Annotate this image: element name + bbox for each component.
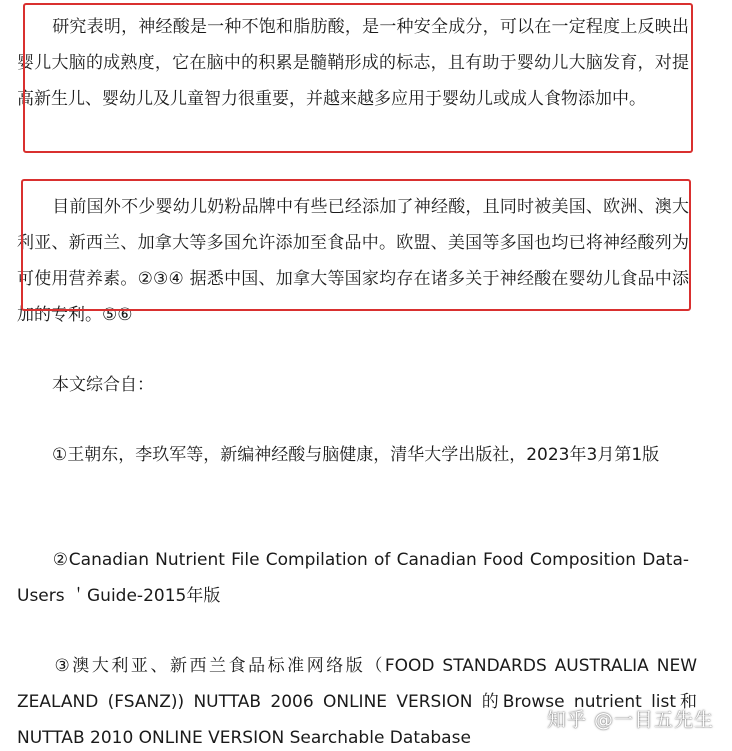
zhihu-watermark: 知乎 @一目五先生	[546, 709, 714, 731]
source-intro	[17, 367, 689, 403]
reference-item	[17, 542, 689, 614]
paragraph-research-findings	[17, 9, 689, 117]
paragraph-text: 目前国外不少婴幼儿奶粉品牌中有些已经添加了神经酸，且同时被美国、欧洲、澳大利亚、新西兰、加拿大等多国允许添加至食品中。欧盟、美国等多国也均已将神经酸列为可使用营养素。②③④ 据悉中国、加拿大等国家均存在诸多关于神经酸在婴幼儿食品中添加的专利。⑤⑥	[17, 197, 689, 325]
reference-item	[17, 648, 697, 751]
source-intro-text: 本文综合自：	[52, 375, 154, 395]
reference-text: ②Canadian Nutrient File Compilation of Canadian Food Composition Data-Users ＇Guide-2015年版	[17, 550, 689, 606]
paragraph-text: 研究表明，神经酸是一种不饱和脂肪酸，是一种安全成分，可以在一定程度上反映出婴儿大脑的成熟度，它在脑中的积累是髓鞘形成的标志，且有助于婴幼儿大脑发育，对提高新生儿、婴幼儿及儿童智力很重要，并越来越多应用于婴幼儿或成人食物添加中。	[17, 17, 689, 109]
paragraph-international-status	[17, 189, 689, 333]
reference-text: ①王朝东，李玖军等，新编神经酸与脑健康，清华大学出版社，2023年3月第1版	[52, 445, 660, 465]
reference-text: ③澳大利亚、新西兰食品标准网络版（FOOD STANDARDS AUSTRALIA NEW ZEALAND (FSANZ)) NUTTAB 2006 ONLINE VERSION 的Browse nutrient list和 NUTTAB 2010 ONLINE VERSION Searchable Database	[17, 656, 697, 748]
reference-item	[17, 437, 689, 473]
